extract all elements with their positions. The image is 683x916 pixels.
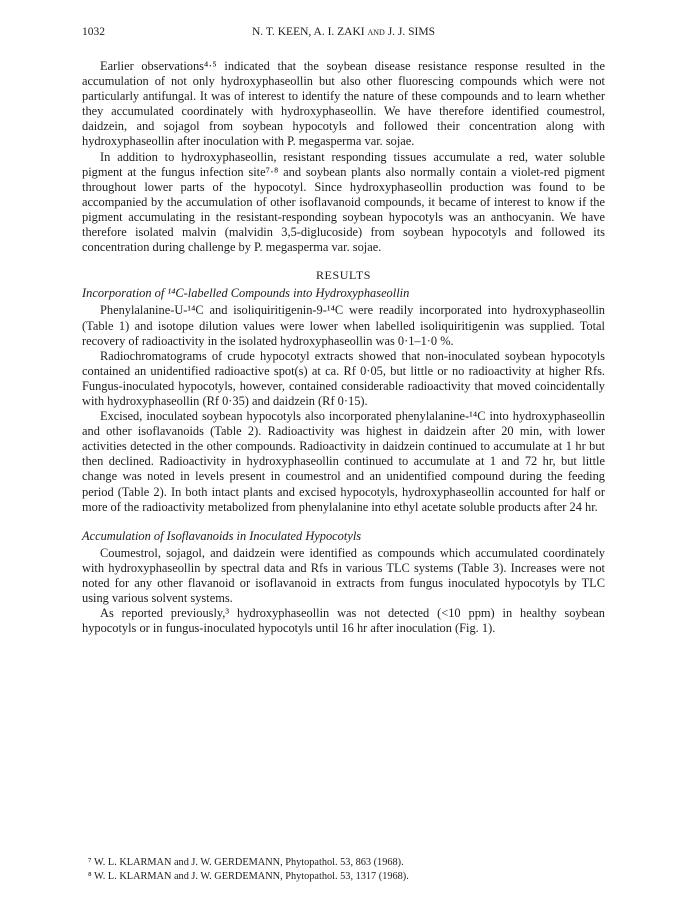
paragraph-phenylalanine: Phenylalanine-U-¹⁴C and isoliquiritigenin-9-¹⁴C were readily incorporated into hydroxyphaseollin (Table 1) and isotope dilution values were lower when labelled isoliquiritigenin was supplied. Total recovery of radioactivity in the isolated hydroxyphaseollin was 0·1–1·0 %. [82, 303, 605, 348]
paragraph-reported-previously: As reported previously,³ hydroxyphaseollin was not detected (<10 ppm) in healthy soybean hypocotyls or in fungus-inoculated hypocotyls until 16 hr after inoculation (Fig. 1). [82, 606, 605, 636]
paragraph-pigment: In addition to hydroxyphaseollin, resistant responding tissues accumulate a red, water soluble pigment at the fungus infection site⁷·⁸ and soybean plants also normally contain a violet-red pigment throughout lower parts of the hypocotyl. Since hydroxyphaseollin production was found to be accompanied by the accumulation of other isoflavanoid compounds, it became of interest to know if the pigment accumulating in the resistant-responding soybean hypocotyls was an anthocyanin. We have therefore isolated malvin (malvidin 3,5-diglucoside) from soybean hypocotyls and followed its concentration during challenge by P. megasperma var. sojae. [82, 149, 605, 255]
paragraph-excised-hypocotyls: Excised, inoculated soybean hypocotyls also incorporated phenylalanine-¹⁴C into hydroxyphaseollin and other isoflavanoids (Table 2). Radioactivity was highest in daidzein after 20 min, with lower activities detected in the other compounds. Radioactivity in daidzein continued to accumulate at 1 hr but then declined. Radioactivity in hydroxyphaseollin continued to accumulate at 1 and 72 hr, but little change was noted in levels present in coumestrol and an unidentified compound during the feeding period (Table 2). In both intact plants and excised hypocotyls, hydroxyphaseollin accounted for half or more of the radioactivity metabolized from phenylalanine into ethyl acetate soluble products after 24 hr. [82, 409, 605, 514]
footnote-8: ⁸ W. L. KLARMAN and J. W. GERDEMANN, Phytopathol. 53, 1317 (1968). [88, 870, 409, 882]
paragraph-earlier-observations: Earlier observations⁴·⁵ indicated that the soybean disease resistance response resulted in the accumulation of not only hydroxyphaseollin but also other fluorescing compounds which were not particularly antifungal. It was of interest to identify the nature of these compounds and to learn whether they accumulated coordinately with hydroxyphaseollin. We have therefore identified coumestrol, daidzein, and sojagol from soybean hypocotyls and followed their concentration along with hydroxyphaseollin after inoculation with P. megasperma var. sojae. [82, 59, 605, 149]
page-header [82, 26, 605, 42]
footnote-7: ⁷ W. L. KLARMAN and J. W. GERDEMANN, Phytopathol. 53, 863 (1968). [88, 857, 404, 868]
subsection-title-accumulation: Accumulation of Isoflavanoids in Inoculated Hypocotyls [82, 528, 362, 543]
subsection-title-incorporation: Incorporation of ¹⁴C-labelled Compounds into Hydroxyphaseollin [82, 286, 410, 301]
footnotes [82, 856, 605, 883]
paragraph-coumestrol: Coumestrol, sojagol, and daidzein were identified as compounds which accumulated coordinately with hydroxyphaseollin by spectral data and Rfs in various TLC systems (Table 3). Increases were not noted for any other flavanoid or isoflavanoid in extracts from fungus inoculated hypocotyls by TLC using various solvent systems. [82, 545, 605, 606]
running-head: N. T. KEEN, A. I. ZAKI and J. J. SIMS [251, 26, 436, 38]
article-body [82, 59, 605, 636]
section-title-results: RESULTS [315, 268, 372, 283]
paragraph-radiochromatograms: Radiochromatograms of crude hypocotyl extracts showed that non-inoculated soybean hypocotyls contained an unidentified radioactive spot(s) at ca. Rf 0·05, but little or no radioactivity at higher Rfs. Fungus-inoculated hypocotyls, however, contained considerable radioactivity that moved coincidentally with hydroxyphaseollin (Rf 0·35) and daidzein (Rf 0·15). [82, 348, 605, 408]
page-number: 1032 [82, 26, 105, 38]
